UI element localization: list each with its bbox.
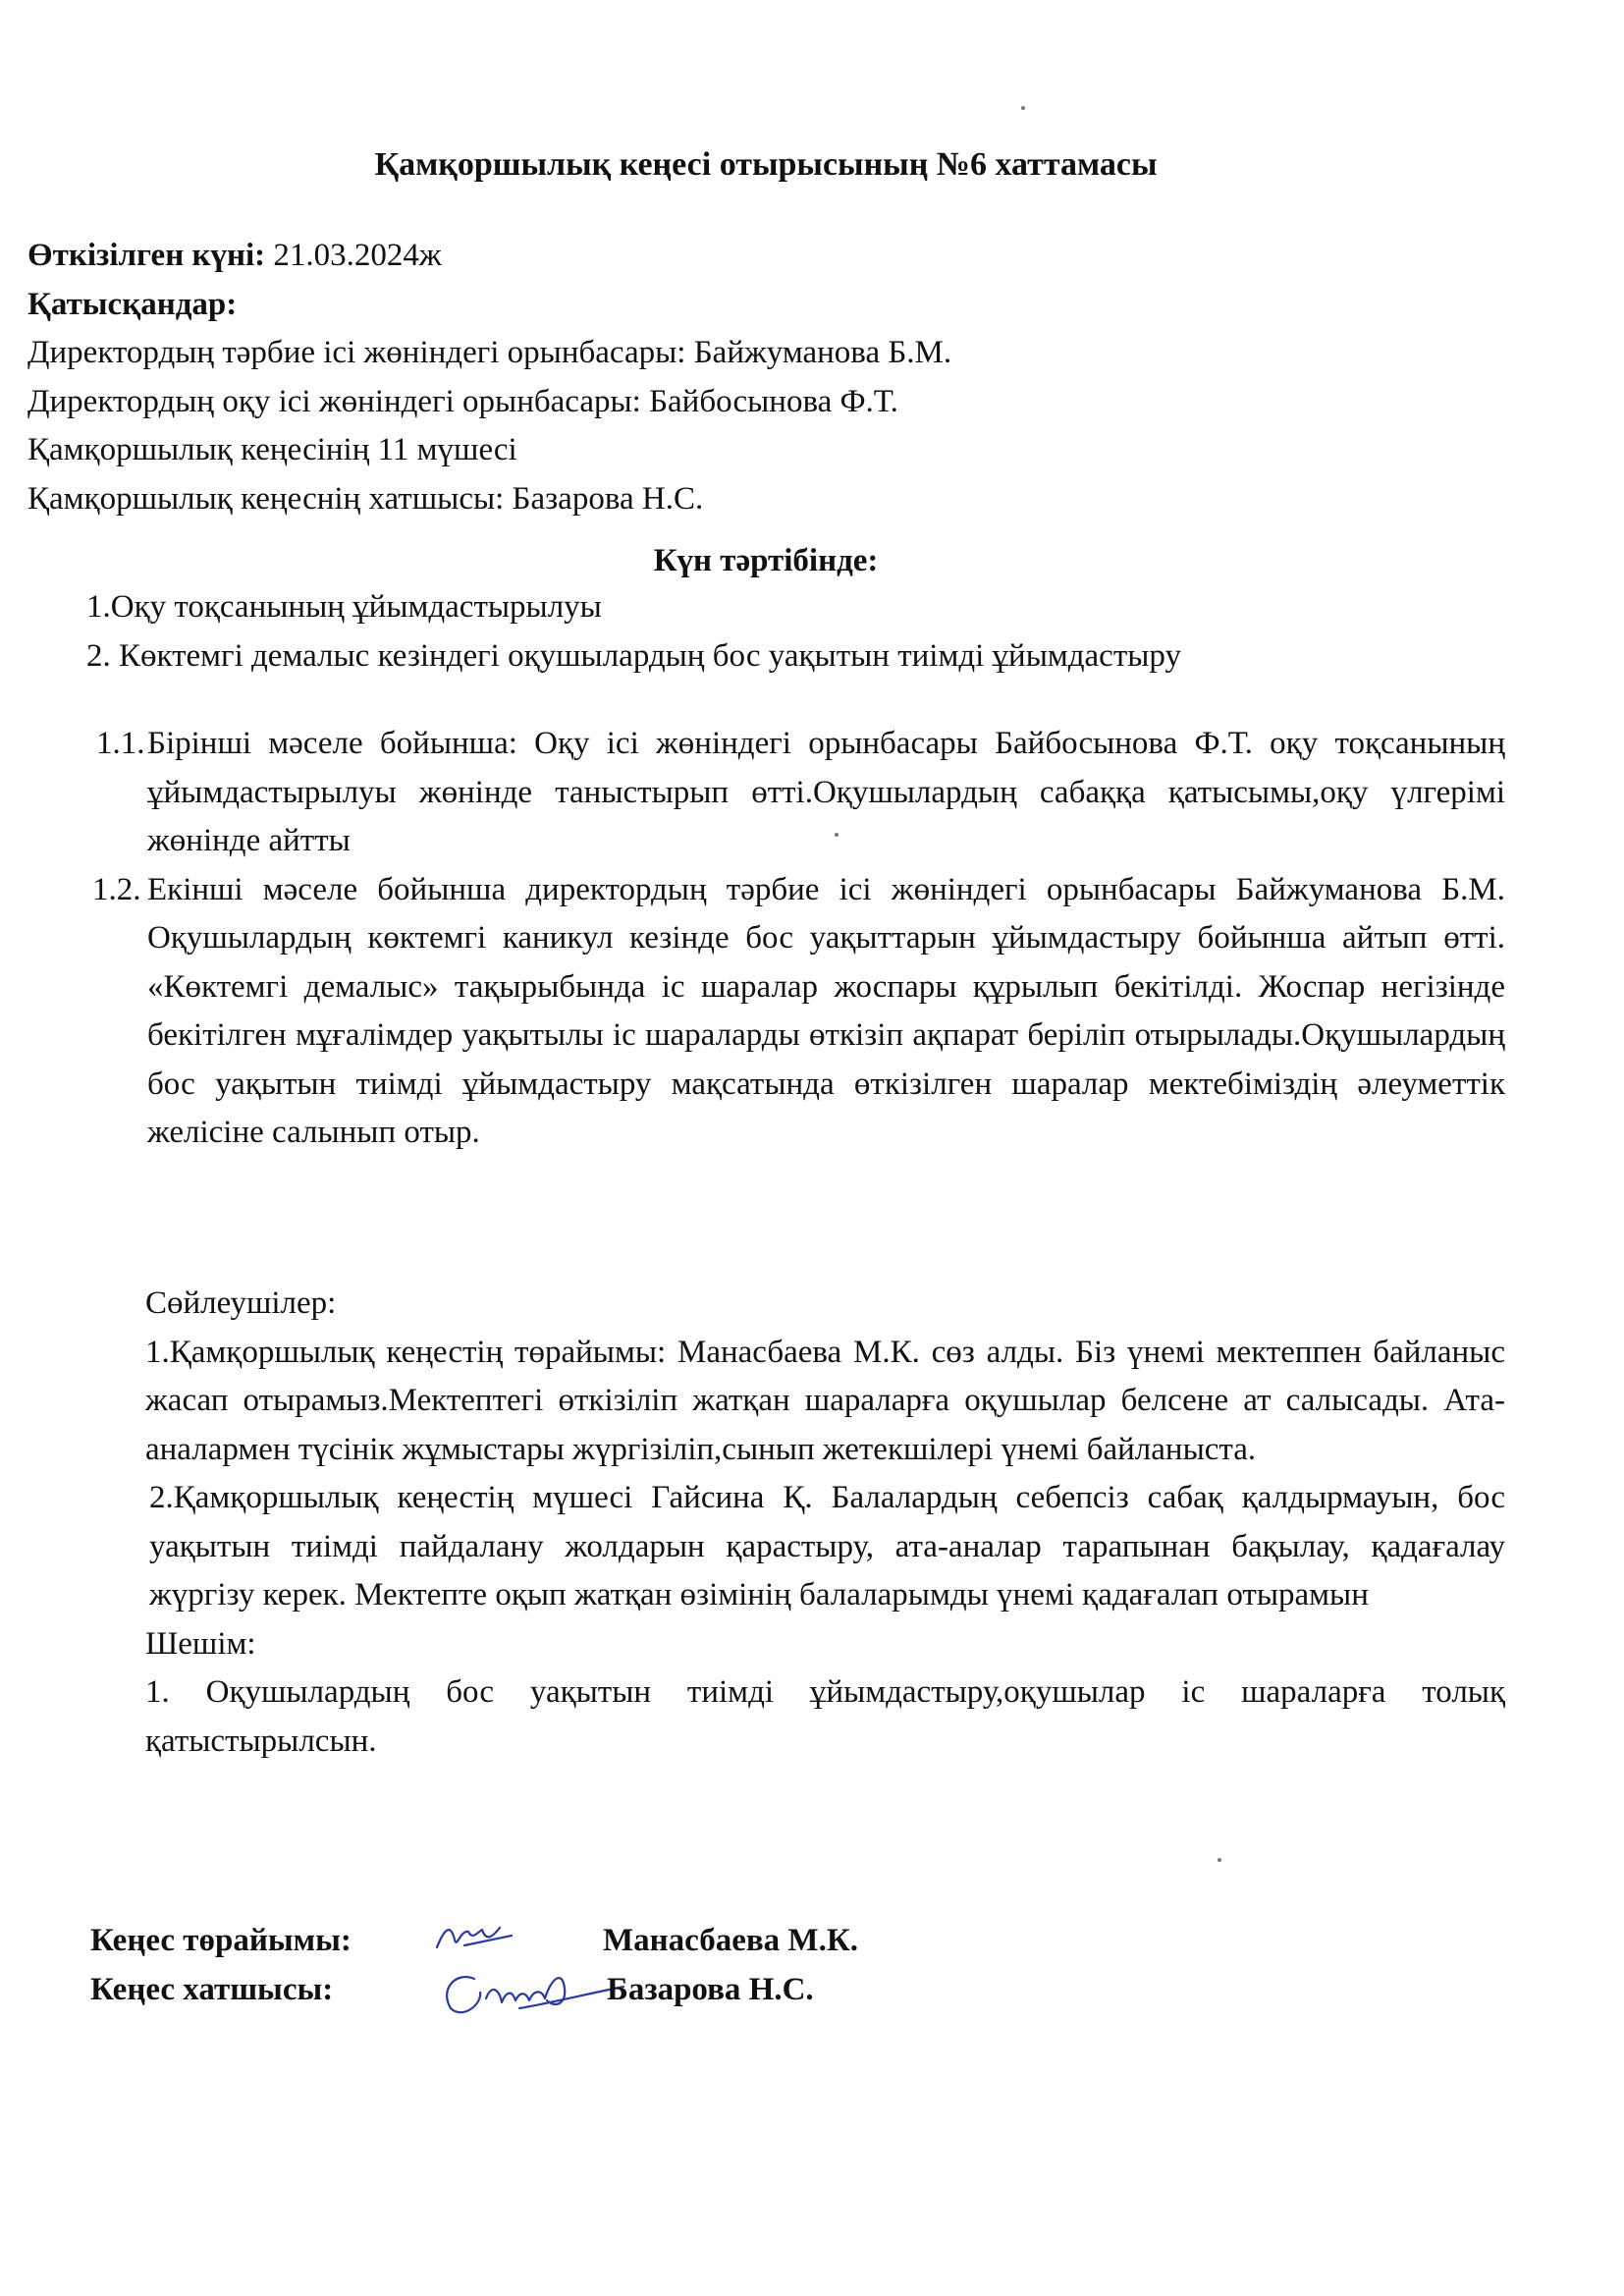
item-text: Бірінші мәселе бойынша: Оқу ісі жөніндегі орынбасары Байбосынова Ф.Т. оқу тоқсанының ұйымдастырылуы жөнінде таныстырып өтті.Оқушылардың сабаққа қатысымы,оқу үлгерімі жөнінде айтты: [147, 726, 1505, 858]
participant-item: Директордың оқу ісі жөніндегі орынбасары: Байбосынова Ф.Т.: [27, 383, 898, 419]
date-label: Өткізілген күні:: [27, 238, 266, 273]
decision-label: Шешім:: [145, 1625, 256, 1662]
signature-name: Базарова Н.С.: [607, 1972, 814, 2007]
discussion-item: [86, 720, 1505, 866]
document-title: Қамқоршылық кеңесі отырысының №6 хаттамасы: [374, 146, 1158, 183]
signature-role: Кеңес төрайымы:: [90, 1923, 352, 1958]
meeting-info: [27, 232, 1559, 523]
item-number: 1.2.: [92, 871, 141, 907]
decision-text: 1. Оқушылардың бос уақытын тиімді ұйымдастыру,оқушылар іс шараларға толық қатыстырылсын.: [145, 1674, 1505, 1759]
signature-block: [90, 1917, 1465, 2015]
speakers-and-decision: [145, 1280, 1505, 1766]
meeting-date: [27, 232, 1559, 281]
participant-item: Директордың тәрбие ісі жөніндегі орынбасары: Байжуманова Б.М.: [27, 335, 952, 370]
speaker-item: 1.Қамқоршылық кеңестің төрайымы: Манасбаева М.К. сөз алды. Біз үнемі мектеппен байланыс жасап отырамыз.Мектептегі өткізіліп жатқан шараларға оқушылар белсене ат салысады. Ата-аналармен түсінік жұмыстары жүргізіліп,сынып жетекшілері үнемі байланыста.: [145, 1334, 1505, 1467]
scan-speck: [1021, 106, 1025, 110]
discussion-item: [86, 866, 1505, 1158]
discussion-items: [86, 720, 1505, 1158]
agenda-item: 2. Көктемгі демалыс кезіндегі оқушылардың бос уақытын тиімді ұйымдастыру: [86, 637, 1181, 674]
participant-item: Қамқоршылық кеңесінің 11 мүшесі: [27, 432, 517, 467]
participant-item: Қамқоршылық кеңеснің хатшысы: Базарова Н.С.: [27, 480, 704, 517]
signature-role: Кеңес хатшысы:: [90, 1972, 334, 2007]
speaker-item: 2.Қамқоршылық кеңестің мүшесі Гайсина Қ. Балалардың себепсіз сабақ қалдырмауын, бос уақытын тиімді пайдалану жолдарын қарастыру, ата-аналар тарапынан бақылау, қадағалау жүргізу керек. Мектепте оқып жатқан өзімінің балаларымды үнемі қадағалап отырамын: [149, 1480, 1505, 1613]
signature-row: [90, 1917, 1465, 1966]
agenda-title: Күн тәртібінде:: [653, 543, 879, 578]
scan-speck: [835, 833, 839, 837]
signature-row: [90, 1966, 1465, 2015]
speakers-label: Сөйлеушілер:: [145, 1285, 337, 1321]
date-value: 21.03.2024ж: [265, 238, 442, 273]
participants-label: Қатысқандар:: [27, 286, 238, 322]
item-number: 1.1.: [96, 726, 145, 761]
signature-name: Манасбаева М.К.: [603, 1923, 859, 1958]
item-text: Екінші мәселе бойынша директордың тәрбие ісі жөніндегі орынбасары Байжуманова Б.М. Оқушылардың көктемгі каникул кезінде бос уақыттарын ұйымдастыру бойынша айтып өтті. «Көктемгі демалыс» тақырыбында іс шаралар жоспары құрылып бекітілді. Жоспар негізінде бекітілген мұғалімдер уақытылы іс шараларды өткізіп ақпарат беріліп отырылады.Оқушылардың бос уақытын тиімді ұйымдастыру мақсатында өткізілген шаралар мектебіміздің әлеуметтік желісіне салынып отыр.: [147, 871, 1505, 1150]
agenda-list: [86, 583, 1481, 681]
agenda-item: 1.Оқу тоқсанының ұйымдастырылуы: [86, 589, 602, 625]
scan-speck: [1218, 1858, 1221, 1862]
